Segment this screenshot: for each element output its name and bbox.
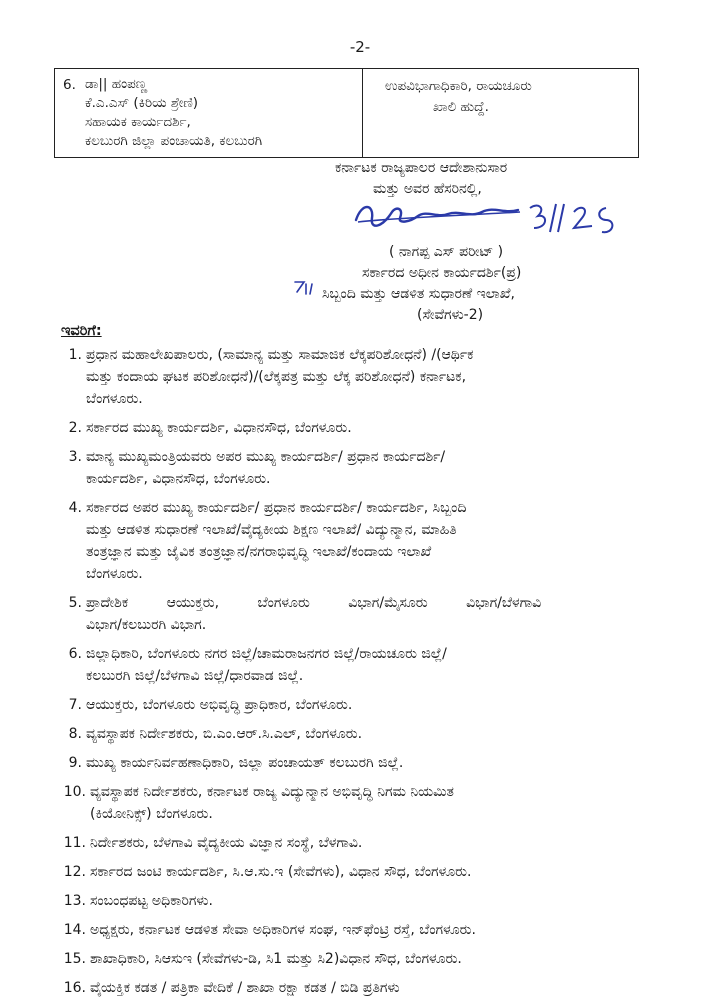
item-text: ಸರ್ಕಾರದ ಅಪರ ಮುಖ್ಯ ಕಾರ್ಯದರ್ಶಿ/ ಪ್ರಧಾನ ಕಾರ್ಯದರ್ಶಿ/ ಕಾರ್ಯದರ್ಶಿ, ಸಿಬ್ಬಂದಿ	[86, 500, 467, 516]
item-number: 2.	[68, 420, 82, 436]
list-item	[62, 832, 652, 854]
item-text: ಕಲಬುರಗಿ ಜಿಲ್ಲೆ/ಬೆಳಗಾವಿ ಜಿಲ್ಲೆ/ಧಾರವಾಡ ಜಿಲ್ಲೆ.	[86, 668, 304, 684]
item-text: ವ್ಯವಸ್ಥಾಪಕ ನಿರ್ದೇಶಕರು, ಕರ್ನಾಟಕ ರಾಜ್ಯ ವಿದ್ಯುನ್ಮಾನ ಅಭಿವೃದ್ಧಿ ನಿಗಮ ನಿಯಮಿತ	[90, 784, 454, 800]
item-number: 8.	[68, 726, 82, 742]
item-text: ಪ್ರಾದೇಶಿಕ ಆಯುಕ್ತರು, ಬೆಂಗಳೂರು ವಿಭಾಗ/ಮೈಸೂರು ವಿಭಾಗ/ಬೆಳಗಾವಿ	[86, 595, 542, 611]
row-number: 6.	[63, 77, 76, 93]
list-item	[62, 781, 652, 825]
item-number: 11.	[63, 835, 86, 851]
officer-cell	[55, 69, 363, 157]
list-item	[62, 344, 652, 410]
item-text: ಸಂಬಂಧಪಟ್ಟ ಅಧಿಕಾರಿಗಳು.	[90, 893, 213, 909]
initials-mark	[292, 276, 320, 298]
list-item	[62, 592, 652, 636]
posting-table	[54, 68, 639, 158]
list-item	[62, 446, 652, 490]
posting-cell	[363, 69, 638, 157]
page-number: -2-	[349, 38, 371, 56]
order-line-2: ಮತ್ತು ಅವರ ಹೆಸರಿನಲ್ಲಿ,	[373, 181, 482, 197]
list-item	[62, 694, 652, 716]
item-number: 13.	[63, 893, 86, 909]
item-text: ಪ್ರಧಾನ ಮಹಾಲೇಖಪಾಲರು, (ಸಾಮಾನ್ಯ ಮತ್ತು ಸಾಮಾಜಿಕ ಲೆಕ್ಕಪರಿಶೋಧನೆ) /(ಆರ್ಥಿಕ	[86, 347, 474, 363]
officer-designation: ಸಹಾಯಕ ಕಾರ್ಯದರ್ಶಿ,	[85, 114, 191, 130]
item-text: ವಿಭಾಗ/ಕಲಬುರಗಿ ವಿಭಾಗ.	[86, 617, 207, 633]
item-text: ಮತ್ತು ಕಂದಾಯ ಘಟಕ ಪರಿಶೋಧನೆ)/(ಲೆಕ್ಕಪತ್ರ ಮತ್ತು ಲೆಕ್ಕ ಪರಿಶೋಧನೆ) ಕರ್ನಾಟಕ,	[86, 369, 467, 385]
list-item	[62, 723, 652, 745]
list-item	[62, 752, 652, 774]
item-number: 14.	[63, 922, 86, 938]
item-text: ಆಯುಕ್ತರು, ಬೆಂಗಳೂರು ಅಭಿವೃದ್ಧಿ ಪ್ರಾಧಿಕಾರ, ಬೆಂಗಳೂರು.	[86, 697, 353, 713]
item-text: ವ್ಯವಸ್ಥಾಪಕ ನಿರ್ದೇಶಕರು, ಬಿ.ಎಂ.ಆರ್.ಸಿ.ಎಲ್, ಬೆಂಗಳೂರು.	[86, 726, 363, 742]
item-text: ಜಿಲ್ಲಾಧಿಕಾರಿ, ಬೆಂಗಳೂರು ನಗರ ಜಿಲ್ಲೆ/ಚಾಮರಾಜನಗರ ಜಿಲ್ಲೆ/ರಾಯಚೂರು ಜಿಲ್ಲೆ/	[86, 646, 447, 662]
list-item	[62, 890, 652, 912]
list-item	[62, 948, 652, 970]
item-number: 3.	[68, 449, 82, 465]
item-text: ತಂತ್ರಜ್ಞಾನ ಮತ್ತು ಜೈವಿಕ ತಂತ್ರಜ್ಞಾನ/ನಗರಾಭಿವೃದ್ಧಿ ಇಲಾಖೆ/ಕಂದಾಯ ಇಲಾಖೆ	[86, 544, 432, 560]
item-text: ಕಾರ್ಯದರ್ಶಿ, ವಿಧಾನಸೌಧ, ಬೆಂಗಳೂರು.	[86, 471, 271, 487]
item-text: ಸರ್ಕಾರದ ಮುಖ್ಯ ಕಾರ್ಯದರ್ಶಿ, ವಿಧಾನಸೌಧ, ಬೆಂಗಳೂರು.	[86, 420, 352, 436]
recipients-list	[62, 344, 652, 1006]
item-text: ಮತ್ತು ಆಡಳಿತ ಸುಧಾರಣೆ ಇಲಾಖೆ/ವೈದ್ಯಕೀಯ ಶಿಕ್ಷಣ ಇಲಾಖೆ/ ವಿದ್ಯುನ್ಮಾನ, ಮಾಹಿತಿ	[86, 522, 457, 538]
item-text: ಅಧ್ಯಕ್ಷರು, ಕರ್ನಾಟಕ ಆಡಳಿತ ಸೇವಾ ಅಧಿಕಾರಿಗಳ ಸಂಘ, ಇನ್‌ಫೆಂಟ್ರಿ ರಸ್ತೆ, ಬೆಂಗಳೂರು.	[90, 922, 476, 938]
officer-cadre: ಕೆ.ಎ.ಎಸ್ (ಕಿರಿಯ ಶ್ರೇಣಿ)	[85, 95, 199, 111]
item-text: ಬೆಂಗಳೂರು.	[86, 566, 143, 582]
item-text: ಮಾನ್ಯ ಮುಖ್ಯಮಂತ್ರಿಯವರು ಅಪರ ಮುಖ್ಯ ಕಾರ್ಯದರ್ಶಿ/ ಪ್ರಧಾನ ಕಾರ್ಯದರ್ಶಿ/	[86, 449, 446, 465]
item-number: 4.	[68, 500, 82, 516]
item-text: ಮುಖ್ಯ ಕಾರ್ಯನಿರ್ವಹಣಾಧಿಕಾರಿ, ಜಿಲ್ಲಾ ಪಂಚಾಯತ್ ಕಲಬುರಗಿ ಜಿಲ್ಲೆ.	[86, 755, 404, 771]
item-text: ವೈಯಕ್ತಿಕ ಕಡತ / ಪತ್ರಿಕಾ ವೇದಿಕೆ / ಶಾಖಾ ರಕ್ಷಾ ಕಡತ / ಬಿಡಿ ಪ್ರತಿಗಳು	[90, 980, 400, 996]
item-text: ಬೆಂಗಳೂರು.	[86, 391, 143, 407]
item-text: ಶಾಖಾಧಿಕಾರಿ, ಸಿಆಸುಇ (ಸೇವೆಗಳು-ಡಿ, ಸಿ1 ಮತ್ತು ಸಿ2)ವಿಧಾನ ಸೌಧ, ಬೆಂಗಳೂರು.	[90, 951, 462, 967]
item-number: 15.	[63, 951, 86, 967]
list-item	[62, 977, 652, 999]
item-number: 5.	[68, 595, 82, 611]
item-text: ನಿರ್ದೇಶಕರು, ಬೆಳಗಾವಿ ವೈದ್ಯಕೀಯ ವಿಜ್ಞಾನ ಸಂಸ್ಥೆ, ಬೆಳಗಾವಿ.	[90, 835, 363, 851]
list-item	[62, 643, 652, 687]
item-number: 12.	[63, 864, 86, 880]
list-item	[62, 417, 652, 439]
item-number: 1.	[68, 347, 82, 363]
item-number: 7.	[68, 697, 82, 713]
recipients-heading: ಇವರಿಗೆ:	[61, 323, 102, 339]
signature-image	[352, 198, 632, 244]
signatory-name: ( ನಾಗಪ್ಪ ಎಸ್ ಪರೀಟ್ )	[389, 244, 504, 260]
item-number: 10.	[63, 784, 86, 800]
signatory-section: (ಸೇವೆಗಳು-2)	[417, 307, 484, 323]
list-item	[62, 861, 652, 883]
item-number: 16.	[63, 980, 86, 996]
signatory-department: ಸಿಬ್ಬಂದಿ ಮತ್ತು ಆಡಳಿತ ಸುಧಾರಣೆ ಇಲಾಖೆ,	[322, 286, 515, 302]
posting-designation: ಉಪವಿಭಾಗಾಧಿಕಾರಿ, ರಾಯಚೂರು	[385, 78, 532, 94]
posting-status: ಖಾಲಿ ಹುದ್ದೆ.	[433, 99, 489, 115]
item-number: 6.	[68, 646, 82, 662]
signatory-designation: ಸರ್ಕಾರದ ಅಧೀನ ಕಾರ್ಯದರ್ಶಿ(ಪ್ರ)	[362, 265, 522, 281]
officer-office: ಕಲಬುರಗಿ ಜಿಲ್ಲಾ ಪಂಚಾಯತಿ, ಕಲಬುರಗಿ	[85, 133, 263, 149]
order-line-1: ಕರ್ನಾಟಕ ರಾಜ್ಯಪಾಲರ ಆದೇಶಾನುಸಾರ	[335, 160, 508, 176]
item-number: 9.	[68, 755, 82, 771]
item-text: ಸರ್ಕಾರದ ಜಂಟಿ ಕಾರ್ಯದರ್ಶಿ, ಸಿ.ಆ.ಸು.ಇ (ಸೇವೆಗಳು), ವಿಧಾನ ಸೌಧ, ಬೆಂಗಳೂರು.	[90, 864, 472, 880]
officer-name: ಡಾ|| ಹಂಪಣ್ಣ	[85, 76, 148, 92]
list-item	[62, 497, 652, 585]
list-item	[62, 919, 652, 941]
item-text: (ಕಿಯೋನಿಕ್ಸ್) ಬೆಂಗಳೂರು.	[90, 806, 213, 822]
